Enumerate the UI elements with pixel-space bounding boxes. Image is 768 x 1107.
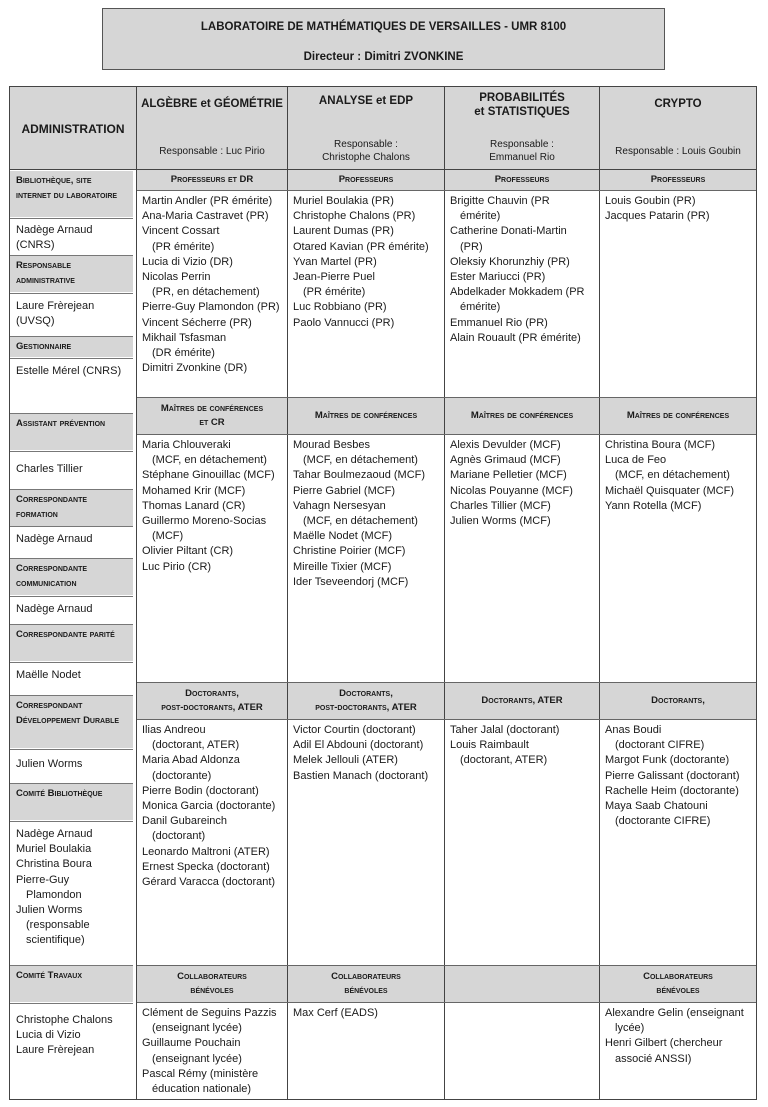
col-header-probas bbox=[445, 87, 600, 170]
people-list: Christina Boura (MCF) Luca de Feo (MCF, en détachement) Michaël Quisquater (MCF) Yann Rotella (MCF) bbox=[605, 439, 734, 512]
col-responsable: Responsable : Louis Goubin bbox=[615, 146, 741, 157]
people-list: Clément de Seguins Pazzis (enseignant lycée) Guillaume Pouchain (enseignant lycée) Pascal Rémy (ministère éducation nationale) bbox=[142, 1007, 277, 1096]
people-list: Alexandre Gelin (enseignant lycée) Henri Gilbert (chercheur associé ANSSI) bbox=[605, 1007, 744, 1065]
admin-people-list: Nadège Arnaud Muriel Boulakia Christina Boura Pierre-Guy Plamondon Julien Worms (responsable scientifique) bbox=[16, 828, 93, 947]
admin-heading: Comité Travaux bbox=[10, 966, 133, 1002]
people-list: Brigitte Chauvin (PR émérite) Catherine Donati-Martin (PR) Oleksiy Khorunzhiy (PR) Ester Mariucci (PR) Abdelkader Mokkadem (PR émérite) Emmanuel Rio (PR) Alain Rouault (PR émérite) bbox=[450, 195, 585, 344]
section-heading: Collaborateurs bénévoles bbox=[600, 966, 756, 1002]
people-list: Alexis Devulder (MCF) Agnès Grimaud (MCF) Mariane Pelletier (MCF) Nicolas Pouyanne (MCF) Charles Tillier (MCF) Julien Worms (MCF) bbox=[450, 439, 573, 528]
admin-heading: Correspondant Développement Durable bbox=[10, 696, 133, 748]
admin-people: Nadège Arnaud bbox=[16, 603, 93, 615]
people-list: Martin Andler (PR émérite) Ana-Maria Castravet (PR) Vincent Cossart (PR émérite) Lucia di Vizio (DR) Nicolas Perrin (PR, en détachement) Pierre-Guy Plamondon (PR) Vincent Sécherre (PR) Mikhail Tsfasman (DR émérite) Dimitri Zvonkine (DR) bbox=[142, 195, 280, 375]
col-responsable-2: Christophe Chalons bbox=[322, 152, 410, 163]
section-heading: Professeurs et DR bbox=[137, 170, 287, 190]
col-header-crypto bbox=[600, 87, 756, 170]
admin-people: Estelle Mérel (CNRS) bbox=[16, 365, 122, 377]
lab-title: LABORATOIRE DE MATHÉMATIQUES DE VERSAILLES - UMR 8100 bbox=[200, 21, 567, 33]
section-heading: Doctorants, post-doctorants, ATER bbox=[288, 683, 444, 719]
people-list: Taher Jalal (doctorant) Louis Raimbault (doctorant, ATER) bbox=[450, 724, 560, 767]
admin-heading: Correspondante communication bbox=[10, 559, 133, 595]
admin-people: Charles Tillier bbox=[16, 463, 83, 475]
people-list: Ilias Andreou (doctorant, ATER) Maria Abad Aldonza (doctorante) Pierre Bodin (doctorant) Monica Garcia (doctorante) Danil Gubareinch (doctorant) Leonardo Maltroni (ATER) Ernest Specka (doctorant) Gérard Varacca (doctorant) bbox=[142, 724, 276, 889]
col-name-2: et STATISTIQUES bbox=[474, 106, 570, 118]
lab-header bbox=[102, 8, 665, 70]
section-heading-empty bbox=[445, 966, 599, 1002]
admin-people-list: Christophe Chalons Lucia di Vizio Laure Frèrejean bbox=[16, 1014, 113, 1056]
admin-heading: Gestionnaire bbox=[10, 337, 133, 357]
people-list: Max Cerf (EADS) bbox=[293, 1007, 378, 1019]
people-list: Anas Boudi (doctorant CIFRE) Margot Funk (doctorante) Pierre Galissant (doctorant) Rachelle Heim (doctorante) Maya Saab Chatouni (doctorante CIFRE) bbox=[605, 724, 740, 828]
admin-people: Maëlle Nodet bbox=[16, 669, 81, 681]
section-heading: Maîtres de conférences bbox=[445, 398, 599, 434]
section-heading: Collaborateurs bénévoles bbox=[288, 966, 444, 1002]
section-heading: Maîtres de conférences bbox=[600, 398, 756, 434]
section-heading: Maîtres de conférences et CR bbox=[137, 398, 287, 434]
col-responsable: Responsable : Luc Pirio bbox=[159, 146, 265, 157]
col-name-1: PROBABILITÉS bbox=[479, 92, 565, 104]
col-header-analyse bbox=[288, 87, 445, 170]
org-chart-table bbox=[9, 86, 757, 1100]
admin-heading: Responsable administrative bbox=[10, 256, 133, 292]
admin-people: Nadège Arnaud bbox=[16, 533, 93, 545]
section-heading: Doctorants, bbox=[600, 683, 756, 719]
people-list: Maria Chlouveraki (MCF, en détachement) Stéphane Ginouillac (MCF) Mohamed Krir (MCF) Thomas Lanard (CR) Guillermo Moreno-Socias (MCF) Olivier Piltant (CR) Luc Pirio (CR) bbox=[142, 439, 275, 573]
section-heading: Professeurs bbox=[288, 170, 444, 190]
section-heading: Doctorants, post-doctorants, ATER bbox=[137, 683, 287, 719]
col-responsable-2: Emmanuel Rio bbox=[489, 152, 555, 163]
people-list: Mourad Besbes (MCF, en détachement) Tahar Boulmezaoud (MCF) Pierre Gabriel (MCF) Vahagn Nersesyan (MCF, en détachement) Maëlle Nodet (MCF) Christine Poirier (MCF) Mireille Tixier (MCF) Ider Tseveendorj (MCF) bbox=[293, 439, 426, 588]
admin-title: ADMINISTRATION bbox=[10, 87, 137, 170]
admin-heading: Bibliothèque, site internet du laboratoire bbox=[10, 171, 133, 217]
admin-heading: Correspondante parité bbox=[10, 625, 133, 661]
admin-heading: Correspondante formation bbox=[10, 490, 133, 526]
admin-people: Julien Worms bbox=[16, 758, 83, 770]
lab-director: Directeur : Dimitri ZVONKINE bbox=[303, 51, 464, 63]
section-heading: Doctorants, ATER bbox=[445, 683, 599, 719]
people-list: Victor Courtin (doctorant) Adil El Abdouni (doctorant) Melek Jellouli (ATER) Bastien Manach (doctorant) bbox=[293, 724, 429, 782]
col-responsable-1: Responsable : bbox=[490, 139, 554, 150]
col-responsable-1: Responsable : bbox=[334, 139, 398, 150]
section-heading: Professeurs bbox=[600, 170, 756, 190]
section-heading: Collaborateurs bénévoles bbox=[137, 966, 287, 1002]
admin-people: Nadège Arnaud (CNRS) bbox=[16, 224, 93, 251]
admin-heading: Assistant prévention bbox=[10, 414, 133, 450]
col-header-algebre bbox=[137, 87, 288, 170]
section-heading: Professeurs bbox=[445, 170, 599, 190]
admin-heading: Comité Bibliothèque bbox=[10, 784, 133, 820]
admin-people: Laure Frèrejean (UVSQ) bbox=[16, 300, 95, 327]
col-name: ANALYSE et EDP bbox=[318, 95, 414, 107]
col-name: CRYPTO bbox=[654, 98, 702, 110]
section-heading: Maîtres de conférences bbox=[288, 398, 444, 434]
people-list: Muriel Boulakia (PR) Christophe Chalons (PR) Laurent Dumas (PR) Otared Kavian (PR émérite) Yvan Martel (PR) Jean-Pierre Puel (PR émérite) Luc Robbiano (PR) Paolo Vannucci (PR) bbox=[293, 195, 429, 329]
people-list: Louis Goubin (PR) Jacques Patarin (PR) bbox=[605, 195, 710, 223]
col-name: ALGÈBRE et GÉOMÉTRIE bbox=[141, 98, 283, 110]
